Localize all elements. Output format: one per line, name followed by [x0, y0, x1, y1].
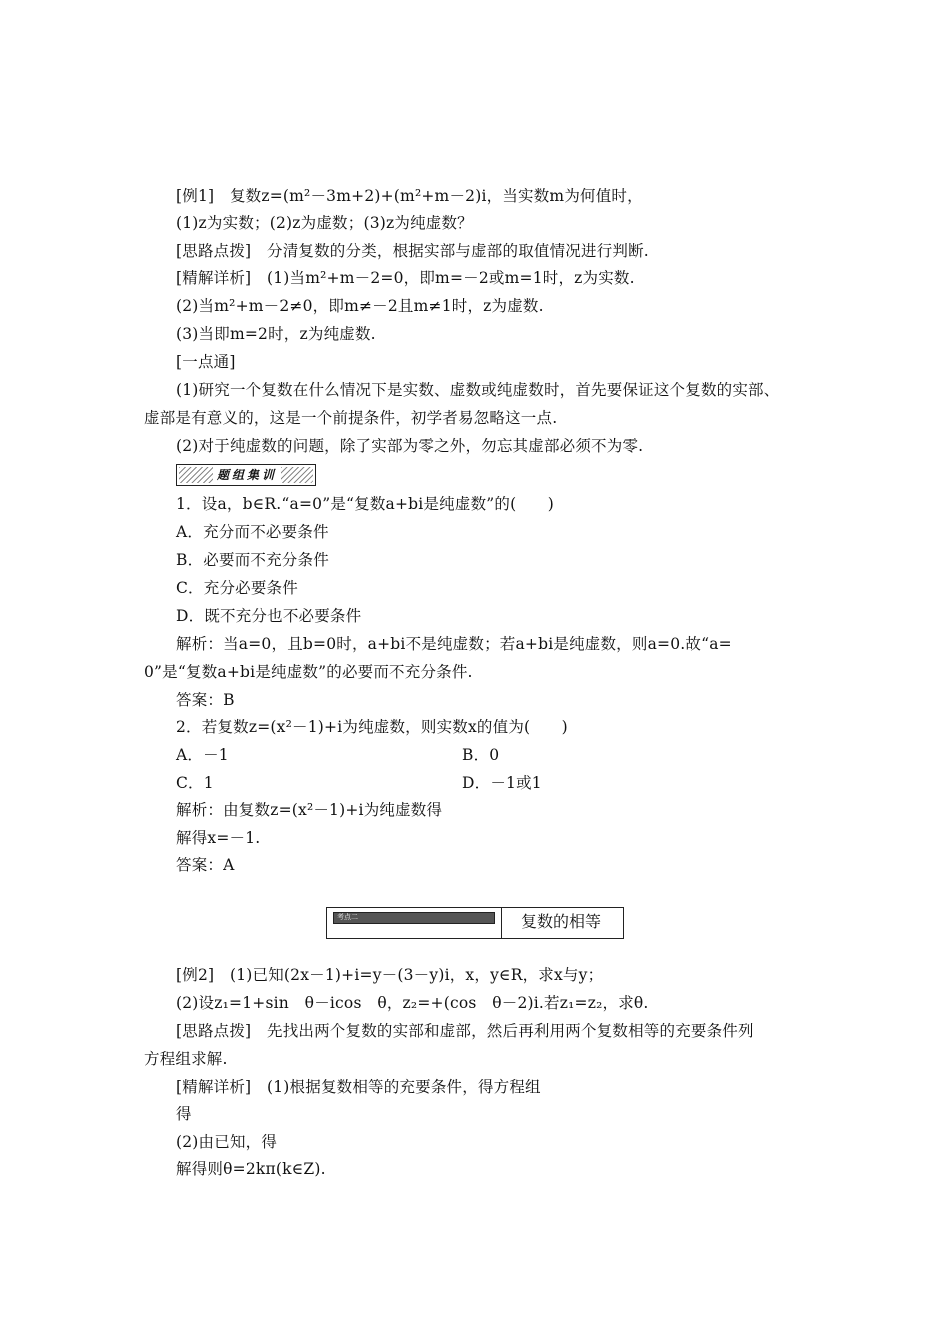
- q1-option-a: A．充分而不必要条件: [176, 523, 329, 541]
- section-header: [326, 907, 624, 939]
- tip-1-line-1: (1)研究一个复数在什么情况下是实数、虚数或纯虚数时，首先要保证这个复数的实部、: [176, 381, 780, 399]
- section-divider: [501, 908, 502, 938]
- q1-stem: 1．设a，b∈R.“a=0”是“复数a+bi是纯虚数”的( ): [176, 495, 554, 513]
- q2-stem: 2．若复数z=(x²－1)+i为纯虚数，则实数x的值为( ): [176, 718, 568, 736]
- example1-title: [例1] 复数z=(m²－3m+2)+(m²+m－2)i，当实数m为何值时，: [176, 187, 643, 205]
- example2-title: [例2] (1)已知(2x－1)+i=y－(3－y)i，x，y∈R，求x与y；: [176, 966, 604, 984]
- q2-option-a: A．－1: [176, 746, 229, 764]
- example2-solution-1b: 得: [176, 1105, 192, 1123]
- q1-option-c: C．充分必要条件: [176, 579, 298, 597]
- example1-solution-2: (2)当m²+m－2≠0，即m≠－2且m≠1时，z为虚数.: [176, 297, 544, 315]
- example2-solution-2: (2)由已知，得: [176, 1133, 278, 1151]
- example2-hint-1: [思路点拨] 先找出两个复数的实部和虚部，然后再利用两个复数相等的充要条件列: [176, 1022, 754, 1040]
- q2-option-d: D．－1或1: [462, 774, 542, 792]
- example1-question: (1)z为实数；(2)z为虚数；(3)z为纯虚数？: [176, 214, 473, 232]
- example2-question-2: (2)设z₁=1+sin θ－icos θ，z₂=+(cos θ－2)i.若z₁=z₂，求θ.: [176, 994, 649, 1012]
- example2-solution-2b: 解得则θ=2kπ(k∈Z).: [176, 1160, 326, 1178]
- tip-heading: [一点通]: [176, 353, 236, 371]
- q2-option-c: C．1: [176, 774, 214, 792]
- section-tag-label: 考点二: [337, 913, 358, 921]
- example2-hint-2: 方程组求解.: [144, 1050, 228, 1068]
- example1-solution-1: [精解详析] (1)当m²+m－2=0，即m=－2或m=1时，z为实数.: [176, 269, 635, 287]
- example1-hint: [思路点拨] 分清复数的分类，根据实部与虚部的取值情况进行判断.: [176, 242, 649, 260]
- example1-solution-3: (3)当即m=2时，z为纯虚数.: [176, 325, 376, 343]
- q1-option-d: D．既不充分也不必要条件: [176, 607, 362, 625]
- section-title: 复数的相等: [521, 912, 602, 931]
- q1-answer: 答案：B: [176, 691, 235, 709]
- banner-label: 题组集训: [213, 466, 281, 484]
- tip-1-line-2: 虚部是有意义的，这是一个前提条件，初学者易忽略这一点.: [144, 409, 558, 427]
- tip-2: (2)对于纯虚数的问题，除了实部为零之外，勿忘其虚部必须不为零.: [176, 437, 644, 455]
- q2-option-b: B．0: [462, 746, 500, 764]
- example2-solution-1: [精解详析] (1)根据复数相等的充要条件，得方程组: [176, 1078, 541, 1096]
- q1-explanation-1: 解析：当a=0，且b=0时，a+bi不是纯虚数；若a+bi是纯虚数，则a=0.故“a=: [176, 635, 732, 653]
- section-tag: [333, 912, 495, 924]
- exercise-group-banner: [176, 464, 316, 486]
- q2-explanation-1: 解析：由复数z=(x²－1)+i为纯虚数得: [176, 801, 443, 819]
- q1-explanation-2: 0”是“复数a+bi是纯虚数”的必要而不充分条件.: [144, 663, 473, 681]
- q2-answer: 答案：A: [176, 856, 235, 874]
- q2-explanation-2: 解得x=－1.: [176, 829, 261, 847]
- q1-option-b: B．必要而不充分条件: [176, 551, 329, 569]
